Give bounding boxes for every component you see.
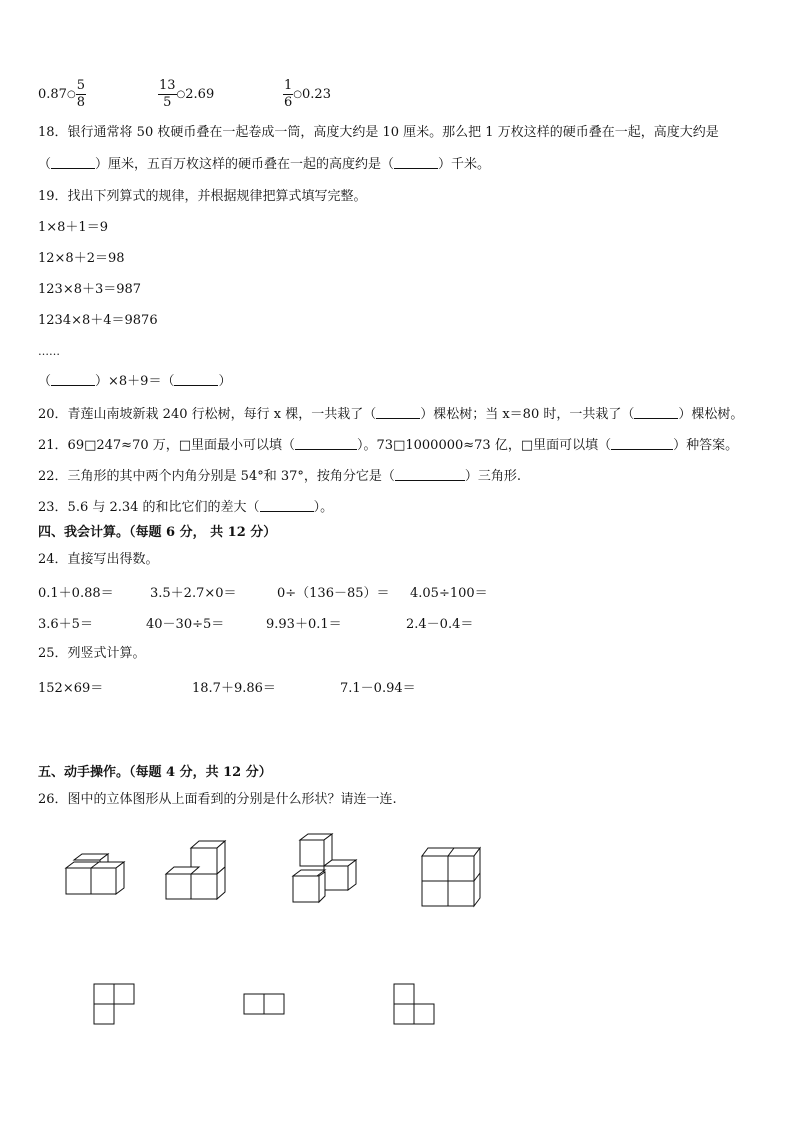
q25-expr: 152×69＝ [38,681,104,696]
q17-fraction: $\frac{1}{6}$ [284,78,293,110]
q17-compare-2 [158,78,214,111]
q24-expr: 2.4－0.4＝ [406,617,474,632]
q18-text-line2: （ ）厘米，五百万枚这样的硬币叠在一起的高度约是（ ）千米。 [38,157,491,172]
q23-text: 23．5.6 与 2.34 的和比它们的差大（ ）。 [38,500,334,515]
q19-pattern-line: 123×8＋3＝987 [38,282,142,297]
q21-blank-count[interactable] [611,437,673,450]
q24-expr: 40－30÷5＝ [146,617,225,632]
q20-blank-total[interactable] [634,406,678,419]
q22-blank-type[interactable] [395,468,465,481]
q19-blank-right[interactable] [174,373,218,386]
q20-text: 20．青莲山南坡新栽 240 行松树，每行 x 棵，一共栽了（ ）棵松树；当 x＝80 时，一共栽了（ ）棵松树。 [38,407,744,422]
q18-text-line1: 18．银行通常将 50 枚硬币叠在一起卷成一筒，高度大约是 10 厘米。那么把 1 万枚这样的硬币叠在一起，高度大约是 [38,125,719,140]
cube-figure-4[interactable] [418,842,488,912]
q19-pattern-line: 12×8＋2＝98 [38,251,125,266]
q25-expr: 18.7＋9.86＝ [192,681,276,696]
q19-ellipsis: …… [38,345,60,358]
top-view-1[interactable] [93,983,143,1029]
cube-figure-1[interactable] [60,850,140,910]
q19-pattern-line: 1×8＋1＝9 [38,220,108,235]
q24-expr: 0÷（136－85）＝ [277,586,390,601]
cube-figure-2[interactable] [163,838,243,908]
q26-title: 26．图中的立体图形从上面看到的分别是什么形状？请连一连. [38,792,397,807]
q24-expr: 9.93＋0.1＝ [266,617,342,632]
section-4-title: 四、我会计算。（每题 6 分， 共 12 分） [38,525,277,540]
q19-pattern-line: 1234×8＋4＝9876 [38,313,158,328]
q24-expr: 3.5＋2.7×0＝ [150,586,237,601]
q19-fill-line: （ ）×8＋9＝（ ） [38,374,232,389]
q24-title: 24．直接写出得数。 [38,552,159,567]
q24-expr: 4.05÷100＝ [410,586,488,601]
top-view-2[interactable] [243,993,293,1019]
q17-fraction: $\frac{5}{8}$ [76,78,85,110]
top-view-3[interactable] [393,983,443,1029]
cube-figure-3[interactable] [290,832,370,912]
q22-text: 22．三角形的其中两个内角分别是 54°和 37°，按角分它是（ ）三角形. [38,469,522,484]
q17-right-value: 2.69 [185,87,215,102]
q17-left-value: 0.87 [38,87,67,102]
q17-compare-circle[interactable]: ○ [66,89,76,100]
q19-title: 19．找出下列算式的规律，并根据规律把算式填写完整。 [38,189,367,204]
q21-text: 21．69□247≈70 万，□里面最小可以填（ ）。73□1000000≈73 亿，□里面可以填（ ）种答案。 [38,438,739,453]
q17-compare-circle[interactable]: ○ [293,89,303,100]
q17-compare-circle[interactable]: ○ [176,89,186,100]
q19-blank-left[interactable] [51,373,95,386]
q25-expr: 7.1－0.94＝ [340,681,416,696]
q21-blank-min[interactable] [295,437,357,450]
q20-blank-expr[interactable] [376,406,420,419]
q17-compare-3 [283,78,331,111]
q17-fraction: $\frac{13}{5}$ [159,78,176,110]
section-5-title: 五、动手操作。（每题 4 分，共 12 分） [38,765,272,780]
q23-blank-diff[interactable] [260,499,314,512]
q17-compare-1 [38,78,86,111]
q18-blank-km[interactable] [394,156,438,169]
q17-right-value: 0.23 [302,87,331,102]
q24-expr: 3.6＋5＝ [38,617,93,632]
q18-blank-cm[interactable] [51,156,95,169]
q24-expr: 0.1＋0.88＝ [38,586,114,601]
q25-title: 25．列竖式计算。 [38,646,146,661]
